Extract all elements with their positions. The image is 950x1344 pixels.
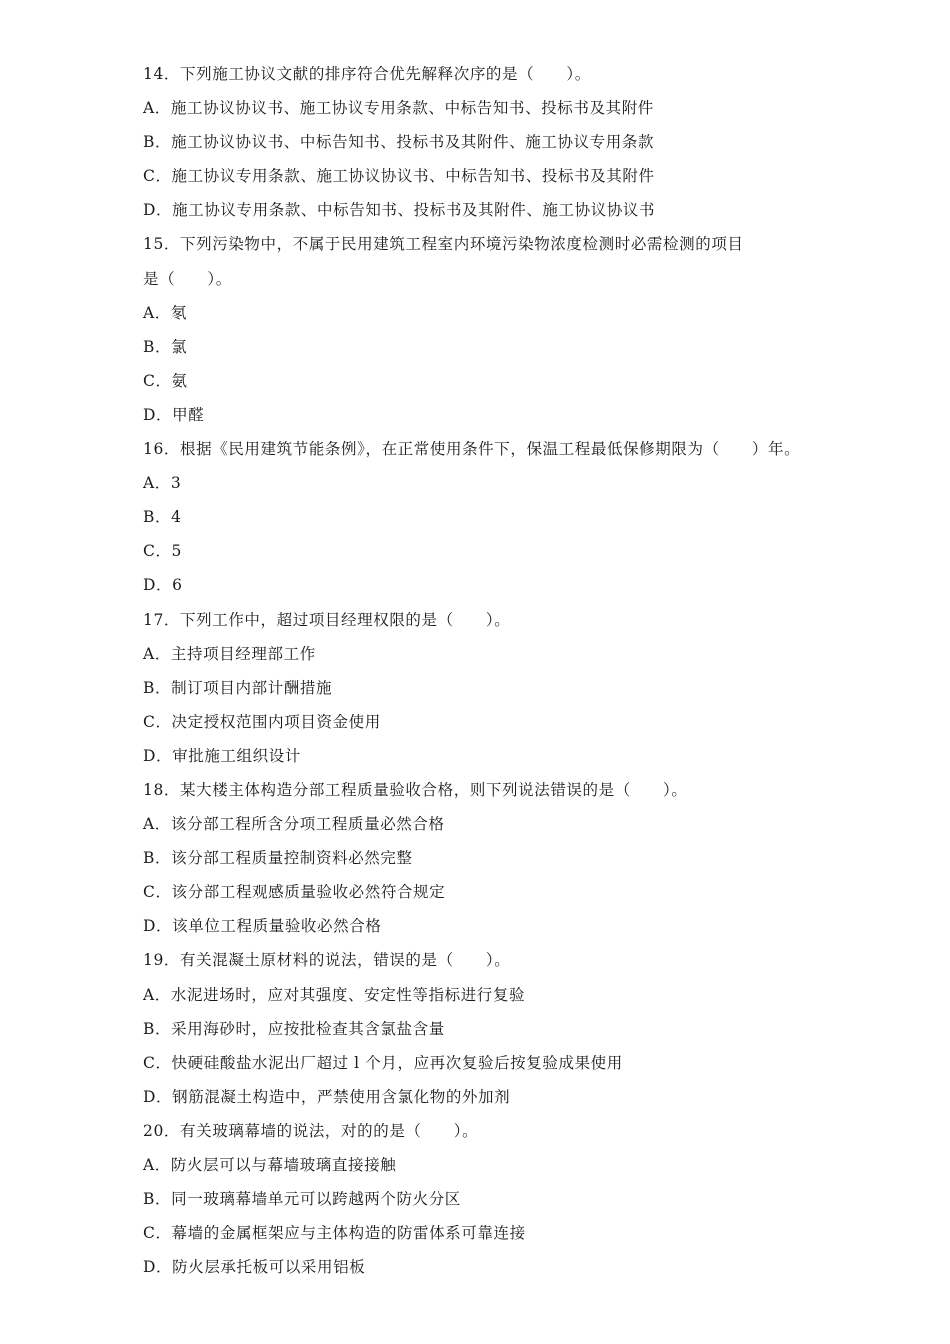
- question-stem: 20．有关玻璃幕墙的说法，对的的是（ ）。: [143, 1121, 479, 1140]
- option-a: A．施工协议协议书、施工协议专用条款、中标告知书、投标书及其附件: [143, 99, 654, 118]
- option-d: D．该单位工程质量验收必然合格: [143, 917, 382, 936]
- option-b: B．同一玻璃幕墙单元可以跨越两个防火分区: [143, 1190, 461, 1209]
- question-18: [143, 773, 843, 943]
- question-stem: 18．某大楼主体构造分部工程质量验收合格，则下列说法错误的是（ ）。: [143, 780, 688, 799]
- option-c: C．快硬硅酸盐水泥出厂超过 l 个月，应再次复验后按复验成果使用: [143, 1053, 623, 1072]
- question-stem: 19．有关混凝土原材料的说法，错误的是（ ）。: [143, 951, 511, 970]
- option-b: B．制订项目内部计酬措施: [143, 678, 333, 697]
- question-20: [143, 1114, 843, 1284]
- option-d: D．6: [143, 576, 183, 595]
- exam-page: [143, 57, 843, 1284]
- question-stem-continued: 是（ ）。: [143, 269, 232, 288]
- option-a: A．3: [143, 474, 182, 493]
- question-stem: 16．根据《民用建筑节能条例》，在正常使用条件下，保温工程最低保修期限为（ ）年。: [143, 440, 801, 459]
- option-c: C．幕墙的金属框架应与主体构造的防雷体系可靠连接: [143, 1224, 526, 1243]
- option-d: D．施工协议专用条款、中标告知书、投标书及其附件、施工协议协议书: [143, 201, 656, 220]
- option-b: B．施工协议协议书、中标告知书、投标书及其附件、施工协议专用条款: [143, 133, 655, 152]
- option-c: C．氨: [143, 371, 188, 390]
- question-17: [143, 603, 843, 773]
- option-d: D．防火层承托板可以采用铝板: [143, 1258, 366, 1277]
- option-a: A．防火层可以与幕墙玻璃直接接触: [143, 1156, 397, 1174]
- option-a: A．水泥进场时，应对其强度、安定性等指标进行复验: [143, 985, 526, 1004]
- option-b: B．采用海砂时，应按批检查其含氯盐含量: [143, 1019, 445, 1038]
- option-c: C．施工协议专用条款、施工协议协议书、中标告知书、投标书及其附件: [143, 167, 655, 186]
- question-14: [143, 57, 843, 227]
- option-a: A．氡: [143, 303, 187, 322]
- question-stem: 15．下列污染物中，不属于民用建筑工程室内环境污染物浓度检测时必需检测的项目: [143, 235, 744, 254]
- option-c: C．5: [143, 542, 183, 561]
- option-d: D．甲醛: [143, 405, 205, 424]
- question-stem: 17．下列工作中，超过项目经理权限的是（ ）。: [143, 610, 511, 629]
- option-b: B．氯: [143, 337, 188, 356]
- question-15: [143, 227, 843, 432]
- option-a: A．主持项目经理部工作: [143, 644, 316, 663]
- option-c: C．决定授权范围内项目资金使用: [143, 712, 381, 731]
- question-stem: 14．下列施工协议文献的排序符合优先解释次序的是（ ）。: [143, 65, 591, 83]
- option-a: A．该分部工程所含分项工程质量必然合格: [143, 815, 445, 834]
- question-16: [143, 432, 843, 602]
- option-d: D．钢筋混凝土构造中，严禁使用含氯化物的外加剂: [143, 1087, 511, 1106]
- question-19: [143, 943, 843, 1113]
- option-d: D．审批施工组织设计: [143, 746, 301, 765]
- option-c: C．该分部工程观感质量验收必然符合规定: [143, 883, 446, 902]
- option-b: B．该分部工程质量控制资料必然完整: [143, 849, 413, 868]
- option-b: B．4: [143, 508, 182, 527]
